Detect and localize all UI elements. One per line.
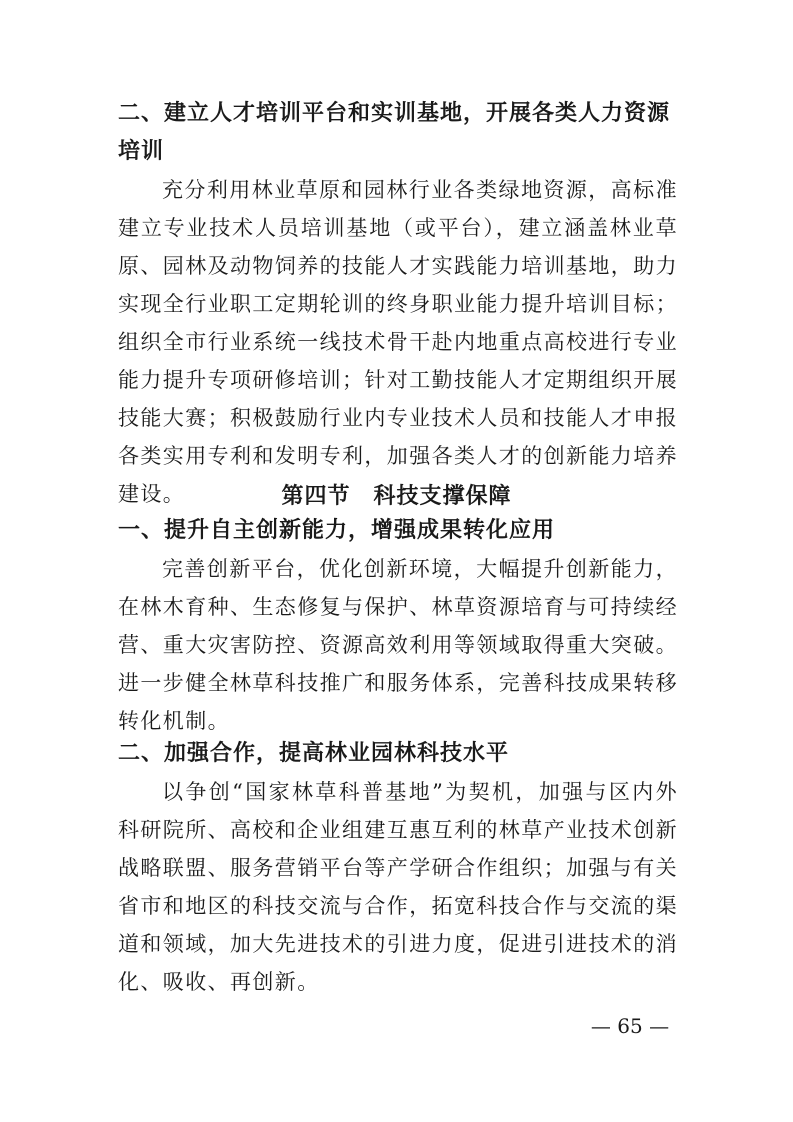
paragraph-cooperation: 以争创“国家林草科普基地”为契机，加强与区内外科研院所、高校和企业组建互惠互利的林草产业技术创新战略联盟、服务营销平台等产学研合作组织；加强与有关省市和地区的科技交流与合作，拓宽科技合作与交流的渠道和领域，加大先进技术的引进力度，促进引进技术的消化、吸收、再创新。 (118, 780, 678, 994)
heading-training-platform: 二、建立人才培训平台和实训基地，开展各类人力资源培训 (118, 101, 671, 164)
heading-innovation: 一、提升自主创新能力，增强成果转化应用 (118, 518, 556, 543)
page-number: — 65 — (590, 1014, 670, 1038)
paragraph-training: 充分利用林业草原和园林行业各类绿地资源，高标准建立专业技术人员培训基地（或平台），建立涵盖林业草原、园林及动物饲养的技能人才实践能力培训基地，助力实现全行业职工定期轮训的终身职业能力提升培训目标；组织全市行业系统一线技术骨干赴内地重点高校进行专业能力提升专项研修培训；针对工勤技能人才定期组织开展技能大赛；积极鼓励行业内专业技术人员和技能人才申报各类实用专利和发明专利，加强各类人才的创新能力培养建设。 (118, 178, 678, 506)
heading-cooperation: 二、加强合作，提高林业园林科技水平 (118, 741, 510, 766)
paragraph-innovation: 完善创新平台，优化创新环境，大幅提升创新能力，在林木育种、生态修复与保护、林草资源培育与可持续经营、重大灾害防控、资源高效利用等领域取得重大突破。进一步健全林草科技推广和服务体系，完善科技成果转移转化机制。 (118, 557, 678, 733)
section-title-tech-support: 第四节 科技支撑保障 (281, 483, 512, 509)
